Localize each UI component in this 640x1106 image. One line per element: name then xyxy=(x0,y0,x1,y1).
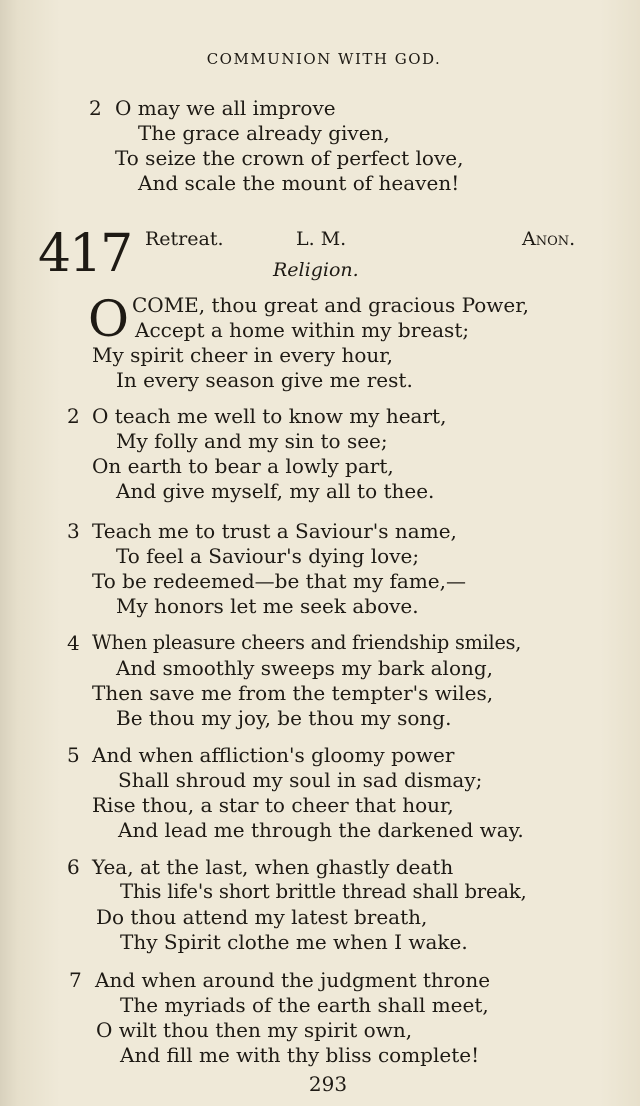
verse-line: My folly and my sin to see; xyxy=(116,429,388,453)
verse-line: Be thou my joy, be thou my song. xyxy=(116,706,452,730)
running-header: COMMUNION WITH GOD. xyxy=(206,50,442,68)
stanza-number: 7 xyxy=(69,968,82,992)
verse-line: The grace already given, xyxy=(138,121,390,145)
verse-line: And when affliction's gloomy power xyxy=(92,743,455,767)
verse-line: And scale the mount of heaven! xyxy=(138,171,460,195)
verse-line: My spirit cheer in every hour, xyxy=(92,343,393,367)
verse-line: And smoothly sweeps my bark along, xyxy=(116,656,494,680)
verse-line: COME, thou great and gracious Power, xyxy=(132,293,529,317)
verse-line: To be redeemed—be that my fame,— xyxy=(92,569,466,593)
stanza-number: 3 xyxy=(67,519,80,543)
verse-line: Accept a home within my breast; xyxy=(135,318,470,342)
stanza-number: 6 xyxy=(67,855,80,879)
verse-line: This life's short brittle thread shall break, xyxy=(120,880,527,903)
meter: L. M. xyxy=(296,228,347,250)
verse-line: Do thou attend my latest breath, xyxy=(96,905,428,929)
verse-line: In every season give me rest. xyxy=(116,368,413,392)
verse-line: Rise thou, a star to cheer that hour, xyxy=(92,793,454,817)
hymn-number: 417 xyxy=(38,224,132,284)
verse-line: To feel a Saviour's dying love; xyxy=(116,544,420,568)
verse-line: Shall shroud my soul in sad dismay; xyxy=(118,768,483,792)
verse-line: My honors let me seek above. xyxy=(116,594,419,618)
verse-line: And lead me through the darkened way. xyxy=(118,818,524,842)
stanza-number: 2 xyxy=(89,96,102,120)
verse-line: And when around the judgment throne xyxy=(95,968,491,992)
verse-line: When pleasure cheers and friendship smiles, xyxy=(92,631,522,654)
verse-line: Then save me from the tempter's wiles, xyxy=(92,681,494,705)
author: Anon. xyxy=(522,228,576,250)
stanza-number: 4 xyxy=(67,631,80,655)
stanza-number: 5 xyxy=(67,743,80,767)
stanza-number: 2 xyxy=(67,404,80,428)
tune-name: Retreat. xyxy=(145,228,224,250)
verse-line: On earth to bear a lowly part, xyxy=(92,454,394,478)
verse-line: To seize the crown of perfect love, xyxy=(115,146,464,170)
verse-line: And fill me with thy bliss complete! xyxy=(120,1043,480,1067)
verse-line: Teach me to trust a Saviour's name, xyxy=(92,519,457,543)
topic-heading: Religion. xyxy=(273,259,359,281)
verse-line: O teach me well to know my heart, xyxy=(92,404,447,428)
drop-cap: O xyxy=(88,290,129,348)
page-number: 293 xyxy=(308,1072,348,1096)
verse-line: O wilt thou then my spirit own, xyxy=(96,1018,413,1042)
verse-line: O may we all improve xyxy=(115,96,336,120)
verse-line: Thy Spirit clothe me when I wake. xyxy=(120,930,468,954)
verse-line: And give myself, my all to thee. xyxy=(116,479,435,503)
verse-line: The myriads of the earth shall meet, xyxy=(120,993,489,1017)
verse-line: Yea, at the last, when ghastly death xyxy=(92,855,454,879)
